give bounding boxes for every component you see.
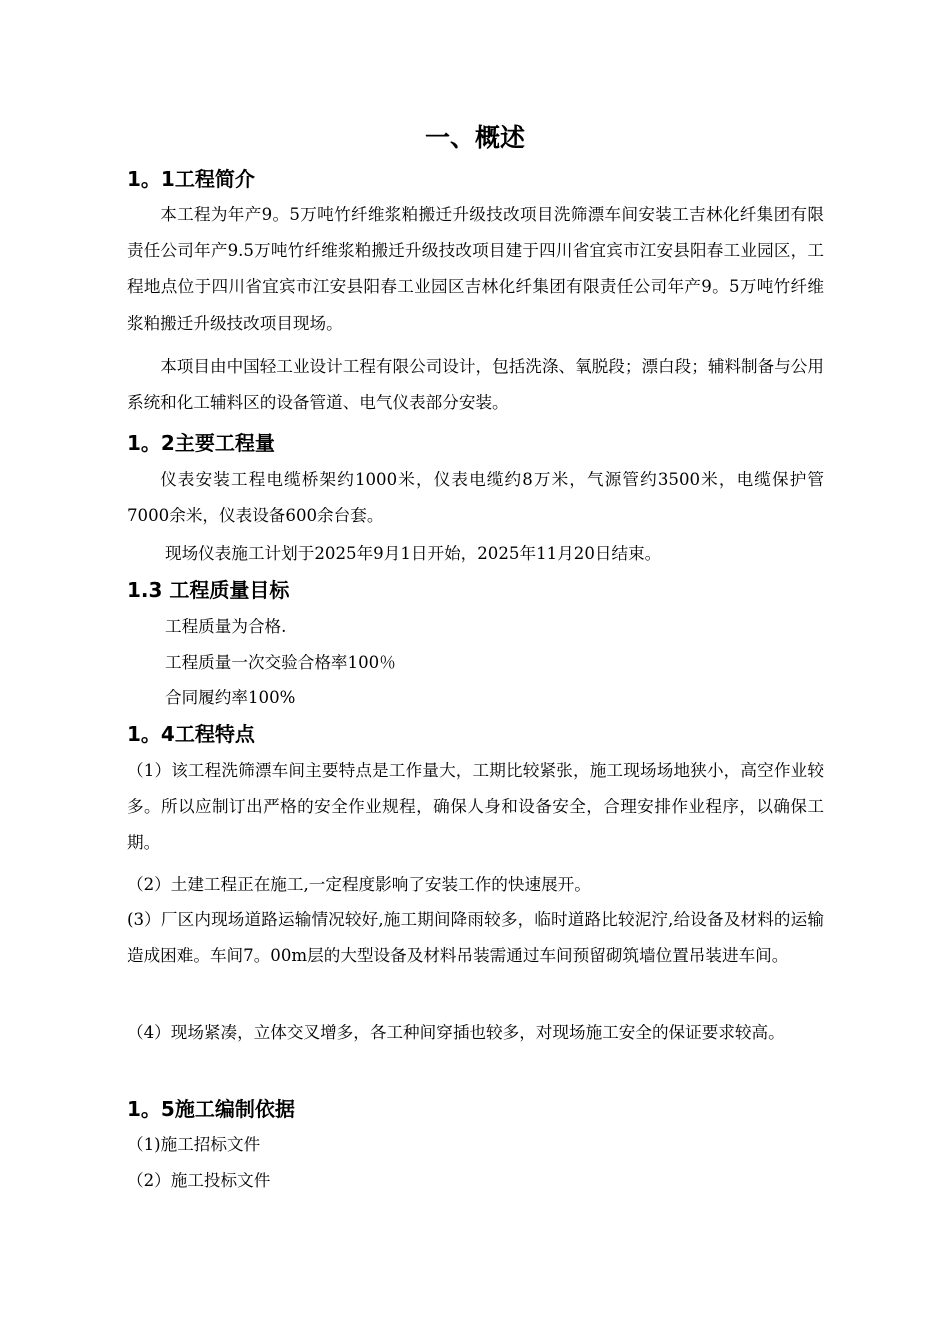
quality-goal-line-3: 合同履约率100% — [165, 688, 296, 707]
section-1-1-paragraph-2: 本项目由中国轻工业设计工程有限公司设计，包括洗涤、氧脱段；漂白段；辅料制备与公用系统和化工辅料区的设备管道、电气仪表部分安装。 — [127, 357, 824, 413]
feature-item-2: （2）土建工程正在施工,一定程度影响了安装工作的快速展开。 — [127, 875, 591, 894]
page-title: 一、概述 — [424, 123, 525, 152]
section-heading-1-5: 1。5施工编制依据 — [127, 1097, 295, 1121]
section-1-1-paragraph-1: 本工程为年产9。5万吨竹纤维浆粕搬迁升级技改项目洗筛漂车间安装工吉林化纤集团有限责任公司年产9.5万吨竹纤维浆粕搬迁升级技改项目建于四川省宜宾市江安县阳春工业园区，工程地点位于四川省宜宾市江安县阳春工业园区吉林化纤集团有限责任公司年产9。5万吨竹纤维浆粕搬迁升级技改项目现场。 — [127, 205, 824, 333]
section-heading-1-2: 1。2主要工程量 — [127, 431, 275, 455]
quality-goal-line-1: 工程质量为合格. — [165, 617, 287, 636]
section-heading-1-3: 1.3 工程质量目标 — [127, 578, 290, 602]
section-1-2-paragraph-2: 现场仪表施工计划于2025年9月1日开始，2025年11月20日结束。 — [165, 544, 662, 563]
basis-item-1: （1)施工招标文件 — [127, 1135, 261, 1154]
section-heading-1-4: 1。4工程特点 — [127, 722, 255, 746]
feature-item-1: （1）该工程洗筛漂车间主要特点是工作量大，工期比较紧张，施工现场场地狭小，高空作业较多。所以应制订出严格的安全作业规程，确保人身和设备安全，合理安排作业程序，以确保工期。 — [127, 761, 824, 853]
section-1-2-paragraph-1: 仪表安装工程电缆桥架约1000米，仪表电缆约8万米，气源管约3500米，电缆保护管7000余米，仪表设备600余台套。 — [127, 470, 824, 526]
basis-item-2: （2）施工投标文件 — [127, 1171, 271, 1190]
feature-item-4: （4）现场紧凑，立体交叉增多，各工种间穿插也较多，对现场施工安全的保证要求较高。 — [127, 1023, 785, 1042]
feature-item-3: (3）厂区内现场道路运输情况较好,施工期间降雨较多，临时道路比较泥泞,给设备及材料的运输造成困难。车间7。00m层的大型设备及材料吊装需通过车间预留砌筑墙位置吊装进车间。 — [127, 910, 824, 966]
section-heading-1-1: 1。1工程简介 — [127, 167, 255, 191]
quality-goal-line-2: 工程质量一次交验合格率100％ — [165, 653, 396, 672]
